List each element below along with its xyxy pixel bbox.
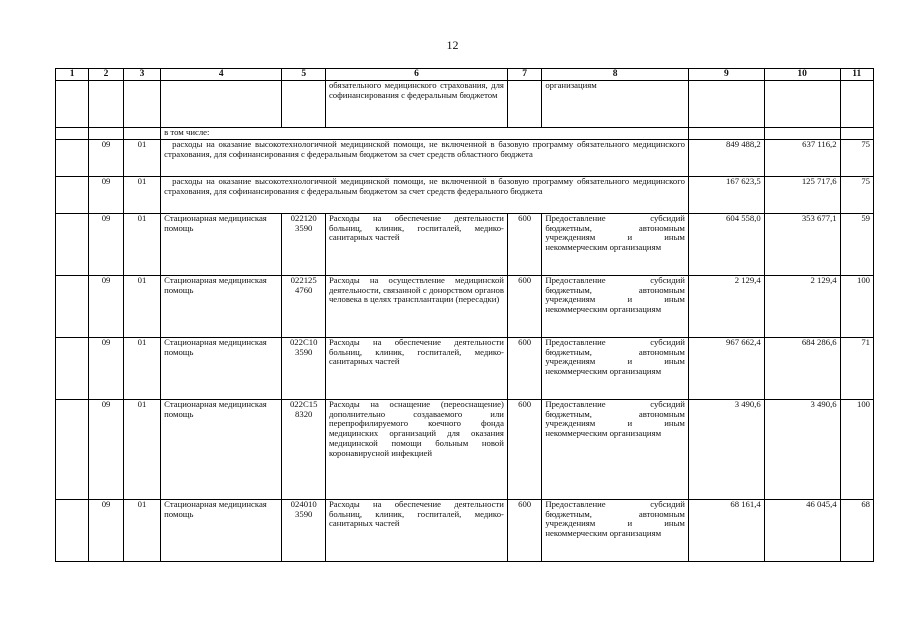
program-name: Стационарная медицинская помощь xyxy=(161,338,282,400)
expense-description: Расходы на обеспечение деятельности больниц, клиник, госпиталей, медико-санитарных частей xyxy=(325,500,507,562)
expense-description: расходы на оказание высокотехнологичной медицинской помощи, не включенной в базовую программу обязательного медицинского страхования, для софинансирования с федеральным бюджетом за счет средств федерального бюджета xyxy=(161,177,689,214)
expense-type-name: Предоставление субсидий бюджетным, автономным учреждениям и иным некоммерческим организациям xyxy=(542,500,689,562)
actual-value: 2 129,4 xyxy=(764,276,840,338)
expense-type-name: Предоставление субсидий бюджетным, автономным учреждениям и иным некоммерческим организациям xyxy=(542,276,689,338)
expense-type-name: Предоставление субсидий бюджетным, автономным учреждениям и иным некоммерческим организациям xyxy=(542,338,689,400)
continued-description: обязательного медицинского страхования, для софинансирования с федеральным бюджетом xyxy=(325,81,507,128)
section-code: 09 xyxy=(89,338,123,400)
column-header: 3 xyxy=(123,69,160,81)
actual-value: 684 286,6 xyxy=(764,338,840,400)
subsection-code: 01 xyxy=(123,140,160,177)
percent-value: 75 xyxy=(840,177,873,214)
column-header: 1 xyxy=(56,69,89,81)
target-code: 022125 4760 xyxy=(282,276,325,338)
table-row xyxy=(56,500,874,562)
expense-type-code: 600 xyxy=(507,276,541,338)
column-header: 10 xyxy=(764,69,840,81)
section-code: 09 xyxy=(89,400,123,500)
actual-value: 46 045,4 xyxy=(764,500,840,562)
column-header: 7 xyxy=(507,69,541,81)
table-row xyxy=(56,338,874,400)
percent-value: 75 xyxy=(840,140,873,177)
percent-value: 68 xyxy=(840,500,873,562)
continued-row xyxy=(56,81,874,128)
expense-type-code: 600 xyxy=(507,400,541,500)
actual-value: 637 116,2 xyxy=(764,140,840,177)
header-row xyxy=(56,69,874,81)
table-row xyxy=(56,214,874,276)
expense-type-name: Предоставление субсидий бюджетным, автономным учреждениям и иным некоммерческим организациям xyxy=(542,214,689,276)
program-name: Стационарная медицинская помощь xyxy=(161,214,282,276)
column-header: 6 xyxy=(325,69,507,81)
actual-value: 3 490,6 xyxy=(764,400,840,500)
target-code: 022120 3590 xyxy=(282,214,325,276)
section-code: 09 xyxy=(89,214,123,276)
program-name: Стационарная медицинская помощь xyxy=(161,400,282,500)
actual-value: 125 717,6 xyxy=(764,177,840,214)
page-number: 12 xyxy=(446,38,459,52)
expense-description: Расходы на осуществление медицинской деятельности, связанной с донорством органов человека в целях трансплантации (пересадки) xyxy=(325,276,507,338)
table-row xyxy=(56,140,874,177)
target-code: 024010 3590 xyxy=(282,500,325,562)
table-row xyxy=(56,276,874,338)
percent-value: 71 xyxy=(840,338,873,400)
subsection-code: 01 xyxy=(123,400,160,500)
including-label: в том числе: xyxy=(161,128,689,140)
program-name: Стационарная медицинская помощь xyxy=(161,276,282,338)
planned-value: 604 558,0 xyxy=(688,214,764,276)
budget-table xyxy=(55,68,874,562)
continued-recipient: организациям xyxy=(542,81,689,128)
subsection-code: 01 xyxy=(123,500,160,562)
subsection-code: 01 xyxy=(123,214,160,276)
planned-value: 68 161,4 xyxy=(688,500,764,562)
section-code: 09 xyxy=(89,500,123,562)
target-code: 022С10 3590 xyxy=(282,338,325,400)
percent-value: 100 xyxy=(840,276,873,338)
column-header: 4 xyxy=(161,69,282,81)
expense-type-code: 600 xyxy=(507,500,541,562)
subsection-code: 01 xyxy=(123,338,160,400)
planned-value: 849 488,2 xyxy=(688,140,764,177)
percent-value: 59 xyxy=(840,214,873,276)
expense-description: Расходы на оснащение (переоснащение) дополнительно создаваемого или перепрофилируемого коечного фонда медицинских организаций для оказания медицинской помощи больным новой коронавирусной инфекцией xyxy=(325,400,507,500)
planned-value: 3 490,6 xyxy=(688,400,764,500)
expense-description: расходы на оказание высокотехнологичной медицинской помощи, не включенной в базовую программу обязательного медицинского страхования, для софинансирования с федеральным бюджетом за счет средств областного бюджета xyxy=(161,140,689,177)
table-row xyxy=(56,400,874,500)
column-header: 9 xyxy=(688,69,764,81)
section-code: 09 xyxy=(89,140,123,177)
column-header: 11 xyxy=(840,69,873,81)
including-row xyxy=(56,128,874,140)
planned-value: 167 623,5 xyxy=(688,177,764,214)
expense-description: Расходы на обеспечение деятельности больниц, клиник, госпиталей, медико-санитарных частей xyxy=(325,214,507,276)
subsection-code: 01 xyxy=(123,177,160,214)
planned-value: 967 662,4 xyxy=(688,338,764,400)
table-row xyxy=(56,177,874,214)
actual-value: 353 677,1 xyxy=(764,214,840,276)
section-code: 09 xyxy=(89,276,123,338)
column-header: 5 xyxy=(282,69,325,81)
section-code: 09 xyxy=(89,177,123,214)
expense-description: Расходы на обеспечение деятельности больниц, клиник, госпиталей, медико-санитарных частей xyxy=(325,338,507,400)
program-name: Стационарная медицинская помощь xyxy=(161,500,282,562)
expense-type-name: Предоставление субсидий бюджетным, автономным учреждениям и иным некоммерческим организациям xyxy=(542,400,689,500)
planned-value: 2 129,4 xyxy=(688,276,764,338)
expense-type-code: 600 xyxy=(507,338,541,400)
column-header: 8 xyxy=(542,69,689,81)
subsection-code: 01 xyxy=(123,276,160,338)
expense-type-code: 600 xyxy=(507,214,541,276)
target-code: 022С15 8320 xyxy=(282,400,325,500)
percent-value: 100 xyxy=(840,400,873,500)
column-header: 2 xyxy=(89,69,123,81)
